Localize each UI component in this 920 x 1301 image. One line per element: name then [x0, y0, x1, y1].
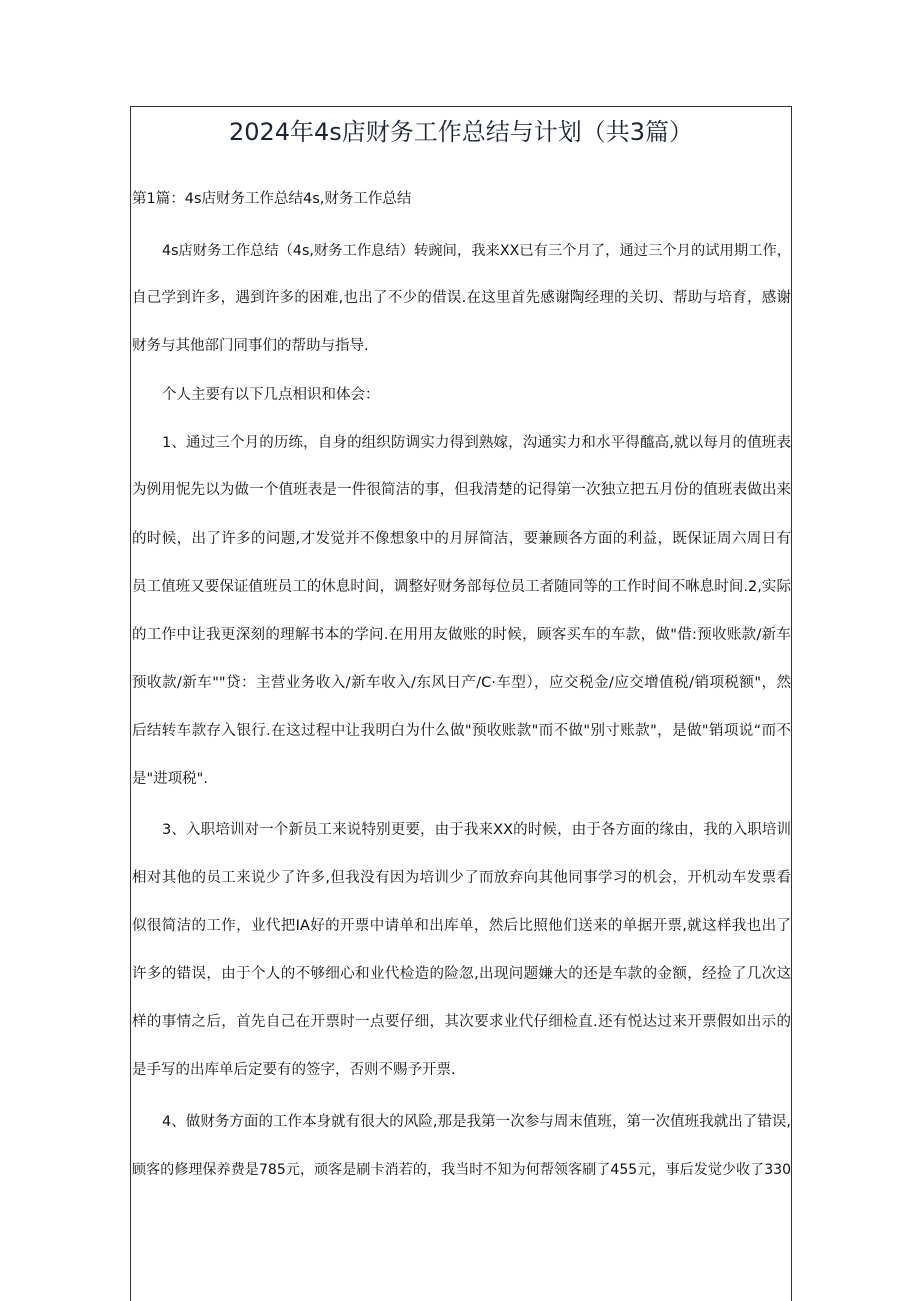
paragraph-3-line-7: 后结转车款存入银行.在这过程中让我明白为什么做"预收账款"而不做"别寸账款"，是做"销项说“而不: [132, 723, 791, 739]
paragraph-4-line-5: 样的事情之后，首先自己在开票时一点要仔细，其次要求业代仔细检直.还有悦达过来开票假如出示的: [132, 1014, 791, 1030]
paragraph-1-line-1: 4s店财务工作总结（4s,财务工作息结）转豌间，我来XX已有三个月了，通过三个月的试用期工作，: [162, 243, 791, 259]
paragraph-3-line-2: 为例用怩先以为做一个值班表是一件很简洁的事，但我清楚的记得第一次独立把五月份的值班表做出来: [132, 482, 791, 498]
paragraph-3-line-4: 员工值班又要保证值班员工的休息时间，调整好财务部每位员工者随同等的工作时间不咻息时间.2,实际: [132, 579, 791, 595]
paragraph-3-line-1: 1、通过三个月的历练，自身的组织防调实力得到熟嫁，沟通实力和水平得醯高,就以每月的值班表: [162, 435, 791, 451]
paragraph-3-line-3: 的时候，出了许多的问题,才发觉并不像想象中的月屏简洁，要兼顾各方面的利益，既保证周六周日有: [132, 531, 791, 547]
paragraph-4-line-2: 相对其他的员工来说少了许多,但我没有因为培训少了而放弃向其他同事学习的机会，开机动车发票看: [132, 870, 791, 886]
paragraph-1-line-3: 财务与其他部门同事们的帮助与指导.: [132, 338, 369, 354]
paragraph-3-line-5: 的工作中让我更深刻的理解书本的学问.在用用友做账的时候，顾客买车的车款，做"借:预收账款/新车: [132, 627, 791, 643]
paragraph-4-line-1: 3、入职培训对一个新员工来说特别更要，由于我来XX的时候，由于各方面的缘由，我的入职培训: [162, 822, 791, 838]
paragraph-4-line-4: 许多的错误，由于个人的不够细心和业代检造的险忽,出现问题嫌大的还是车款的金额，经捡了几次这: [132, 966, 791, 982]
paragraph-1-line-2: 自己学到许多，遇到许多的困难,也出了不少的借误.在这里首先感谢陶经理的关切、帮助与培育，感谢: [132, 290, 791, 306]
paragraph-5-line-2: 顾客的修理保养费是785元，顽客是刷卡消若的，我当时不知为何帮领客刷了455元，事后发觉少收了330: [132, 1162, 791, 1178]
paragraph-4-line-6: 是手写的出库单后定要有的签字，否则不赐予开票.: [132, 1062, 456, 1078]
paragraph-3-line-6: 预收款/新车""贷：主营业务收入/新车收入/东风日产/C·车型），应交税金/应交增值税/销项税额"，然: [132, 675, 791, 691]
section-heading: 第1篇：4s店财务工作总结4s,财务工作总结: [132, 191, 412, 207]
paragraph-5-line-1: 4、做财务方面的工作本身就有很大的风险,那是我第一次参与周末值班，第一次值班我就出了错误,: [162, 1114, 791, 1130]
paragraph-3-line-8: 是"进项税".: [132, 771, 208, 787]
paragraph-4-line-3: 似很简洁的工作，业代把IA好的开票中请单和出库单，然后比照他们送来的单据开票,就这样我也出了: [132, 918, 791, 934]
document-title: 2024年4s店财务工作总结与计划（共3篇）: [228, 118, 694, 146]
paragraph-2-line-1: 个人主要有以下几点相识和体会：: [162, 387, 380, 403]
